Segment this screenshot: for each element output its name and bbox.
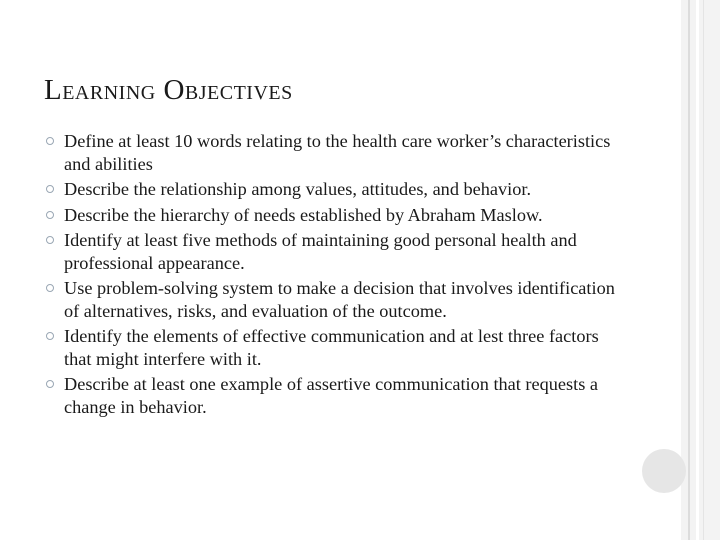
- bullet-ring-icon: [46, 284, 54, 292]
- bullet-ring-icon: [46, 380, 54, 388]
- list-item: [44, 373, 624, 418]
- list-item: [44, 229, 624, 274]
- list-item-text: Describe the hierarchy of needs established by Abraham Maslow.: [64, 204, 543, 225]
- slide-title: Learning Objectives: [44, 74, 293, 106]
- decorative-circle: [642, 449, 686, 493]
- border-line: [703, 0, 704, 540]
- bullet-ring-icon: [46, 236, 54, 244]
- list-item: [44, 277, 624, 322]
- bullet-ring-icon: [46, 137, 54, 145]
- list-item-text: Describe at least one example of assertive communication that requests a change in behavior.: [64, 374, 599, 417]
- list-item-text: Describe the relationship among values, attitudes, and behavior.: [64, 179, 532, 199]
- border-line: [696, 0, 699, 540]
- list-item-text: Use problem-solving system to make a decision that involves identification of alternatives, risks, and evaluation of the outcome.: [64, 278, 615, 321]
- objectives-list: [44, 130, 624, 421]
- right-border-decoration: [681, 0, 720, 540]
- list-item-text: Identify the elements of effective communication and at lest three factors that might interfere with it.: [64, 326, 599, 369]
- list-item: [44, 325, 624, 370]
- bullet-ring-icon: [46, 185, 54, 193]
- list-item: [44, 204, 624, 227]
- bullet-ring-icon: [46, 332, 54, 340]
- list-item: [44, 178, 624, 201]
- border-line: [688, 0, 690, 540]
- list-item-text: Define at least 10 words relating to the health care worker’s characteristics and abilities: [64, 131, 611, 174]
- list-item: [44, 130, 624, 175]
- bullet-ring-icon: [46, 211, 54, 219]
- list-item-text: Identify at least five methods of maintaining good personal health and professional appearance.: [64, 230, 577, 273]
